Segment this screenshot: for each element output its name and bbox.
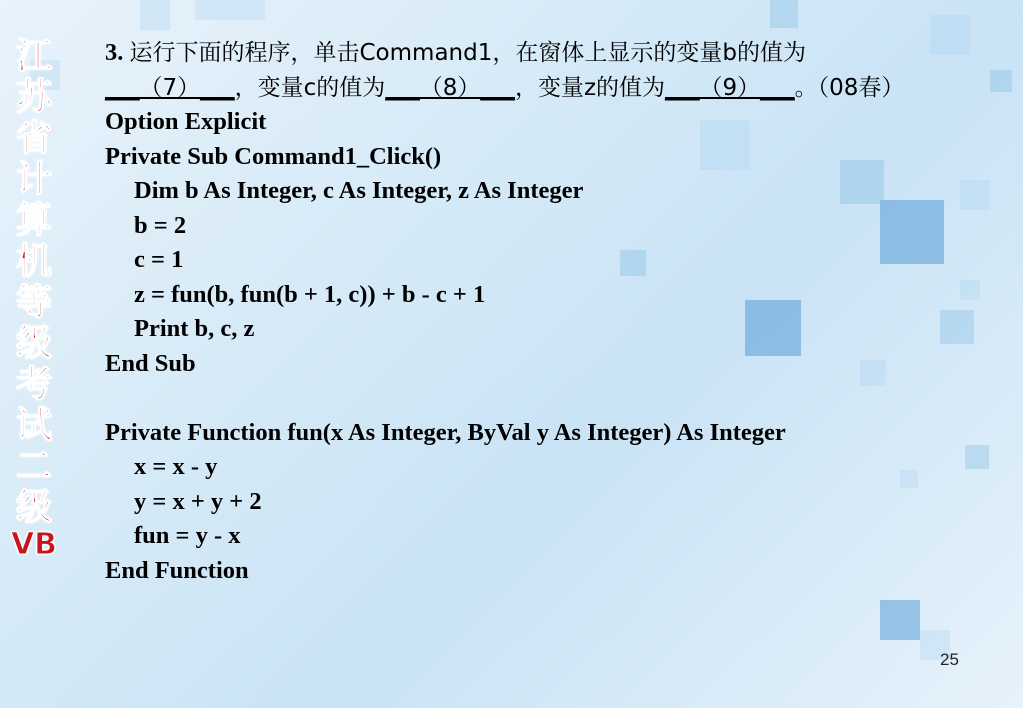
answer-blank-7: ___（7）___ bbox=[105, 74, 235, 101]
title-char: 级 bbox=[15, 323, 52, 364]
title-char: 机 bbox=[15, 241, 52, 282]
question-line-1 bbox=[105, 36, 985, 71]
code-line: z = fun(b, fun(b + 1, c)) + b - c + 1 bbox=[134, 280, 486, 308]
question-text-segment: ，变量z的值为 bbox=[514, 74, 666, 101]
answer-blank-9: ___（9）___ bbox=[665, 74, 795, 101]
title-char: 二 bbox=[15, 446, 52, 487]
question-suffix: 。（08春） bbox=[794, 74, 905, 101]
title-char: 考 bbox=[15, 364, 52, 405]
title-char: 苏 bbox=[15, 77, 52, 118]
code-line: Private Function fun(x As Integer, ByVal y As Integer) As Integer bbox=[105, 418, 786, 446]
code-line: x = x - y bbox=[134, 453, 218, 480]
page-number: 25 bbox=[940, 650, 959, 669]
question-number: 3. bbox=[105, 39, 124, 66]
title-char: 江 bbox=[15, 36, 52, 77]
question-line-2 bbox=[105, 71, 985, 106]
code-line: Private Sub Command1_Click() bbox=[105, 142, 442, 170]
code-line: Option Explicit bbox=[105, 108, 267, 135]
code-line: c = 1 bbox=[134, 246, 184, 273]
code-line: b = 2 bbox=[134, 211, 187, 239]
code-line: y = x + y + 2 bbox=[134, 487, 262, 515]
title-char: 级 bbox=[15, 487, 52, 528]
title-char: 等 bbox=[15, 282, 52, 323]
title-char: 试 bbox=[15, 405, 52, 446]
answer-blank-8: ___（8）___ bbox=[385, 74, 515, 101]
code-line: Print b, c, z bbox=[134, 315, 255, 342]
title-char: VB bbox=[10, 527, 58, 562]
vertical-course-title bbox=[8, 36, 60, 562]
title-char: 省 bbox=[15, 118, 52, 159]
code-line: Dim b As Integer, c As Integer, z As Integer bbox=[134, 177, 584, 204]
slide-content bbox=[105, 36, 985, 588]
code-line: fun = y - x bbox=[134, 522, 241, 549]
question-text: 运行下面的程序，单击Command1，在窗体上显示的变量b的值为 bbox=[129, 40, 806, 66]
title-char: 算 bbox=[15, 200, 52, 241]
code-line: End Function bbox=[105, 556, 249, 584]
question-text-segment: ，变量c的值为 bbox=[234, 74, 386, 101]
code-line: End Sub bbox=[105, 349, 196, 377]
title-char: 计 bbox=[15, 159, 52, 200]
code-line-blank bbox=[105, 381, 985, 416]
